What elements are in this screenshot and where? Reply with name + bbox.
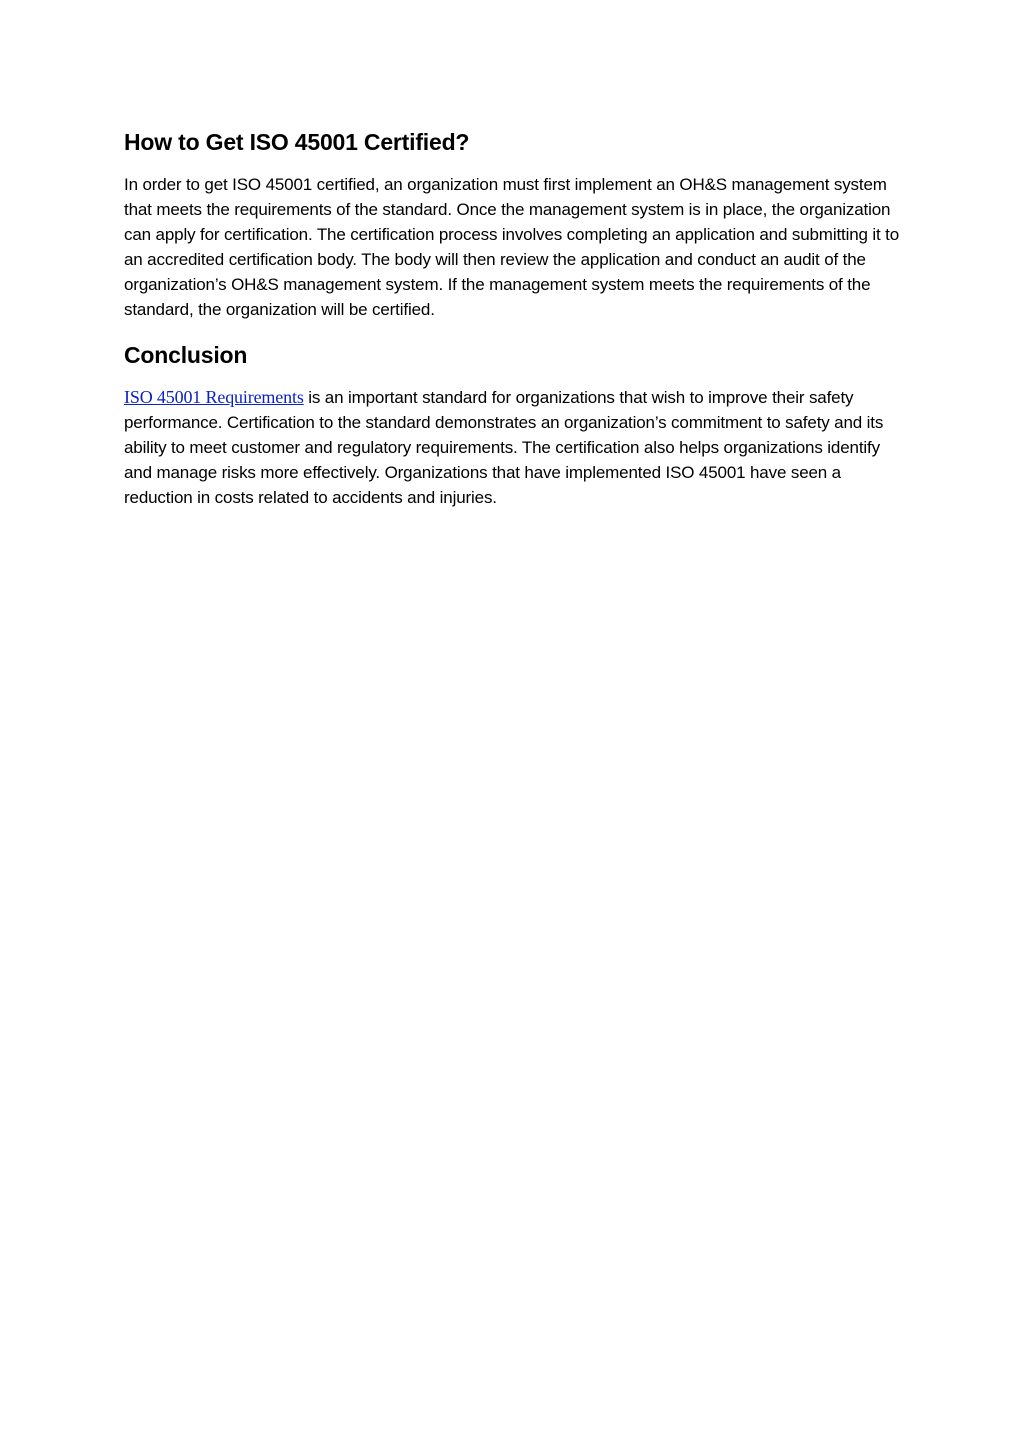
section-heading-certification: How to Get ISO 45001 Certified? [124,129,470,155]
iso-45001-requirements-link[interactable]: ISO 45001 Requirements [124,387,304,407]
document-content [124,124,900,510]
conclusion-text: is an important standard for organizations that wish to improve their safety performance. Certification to the standard demonstrates an organization’s commitment to safety and its ability to meet customer and regulatory requirements. The certification also helps organizations identify and manage risks more effectively. Organizations that have implemented ISO 45001 have seen a reduction in costs related to accidents and injuries. [124,388,884,507]
conclusion-paragraph [124,385,900,510]
certification-paragraph: In order to get ISO 45001 certified, an organization must first implement an OH&S management system that meets the requirements of the standard. Once the management system is in place, the organization can apply for certification. The certification process involves completing an application and submitting it to an accredited certification body. The body will then review the application and conduct an audit of the organization’s OH&S management system. If the management system meets the requirements of the standard, the organization will be certified. [124,175,900,319]
section-heading-conclusion: Conclusion [124,342,248,368]
